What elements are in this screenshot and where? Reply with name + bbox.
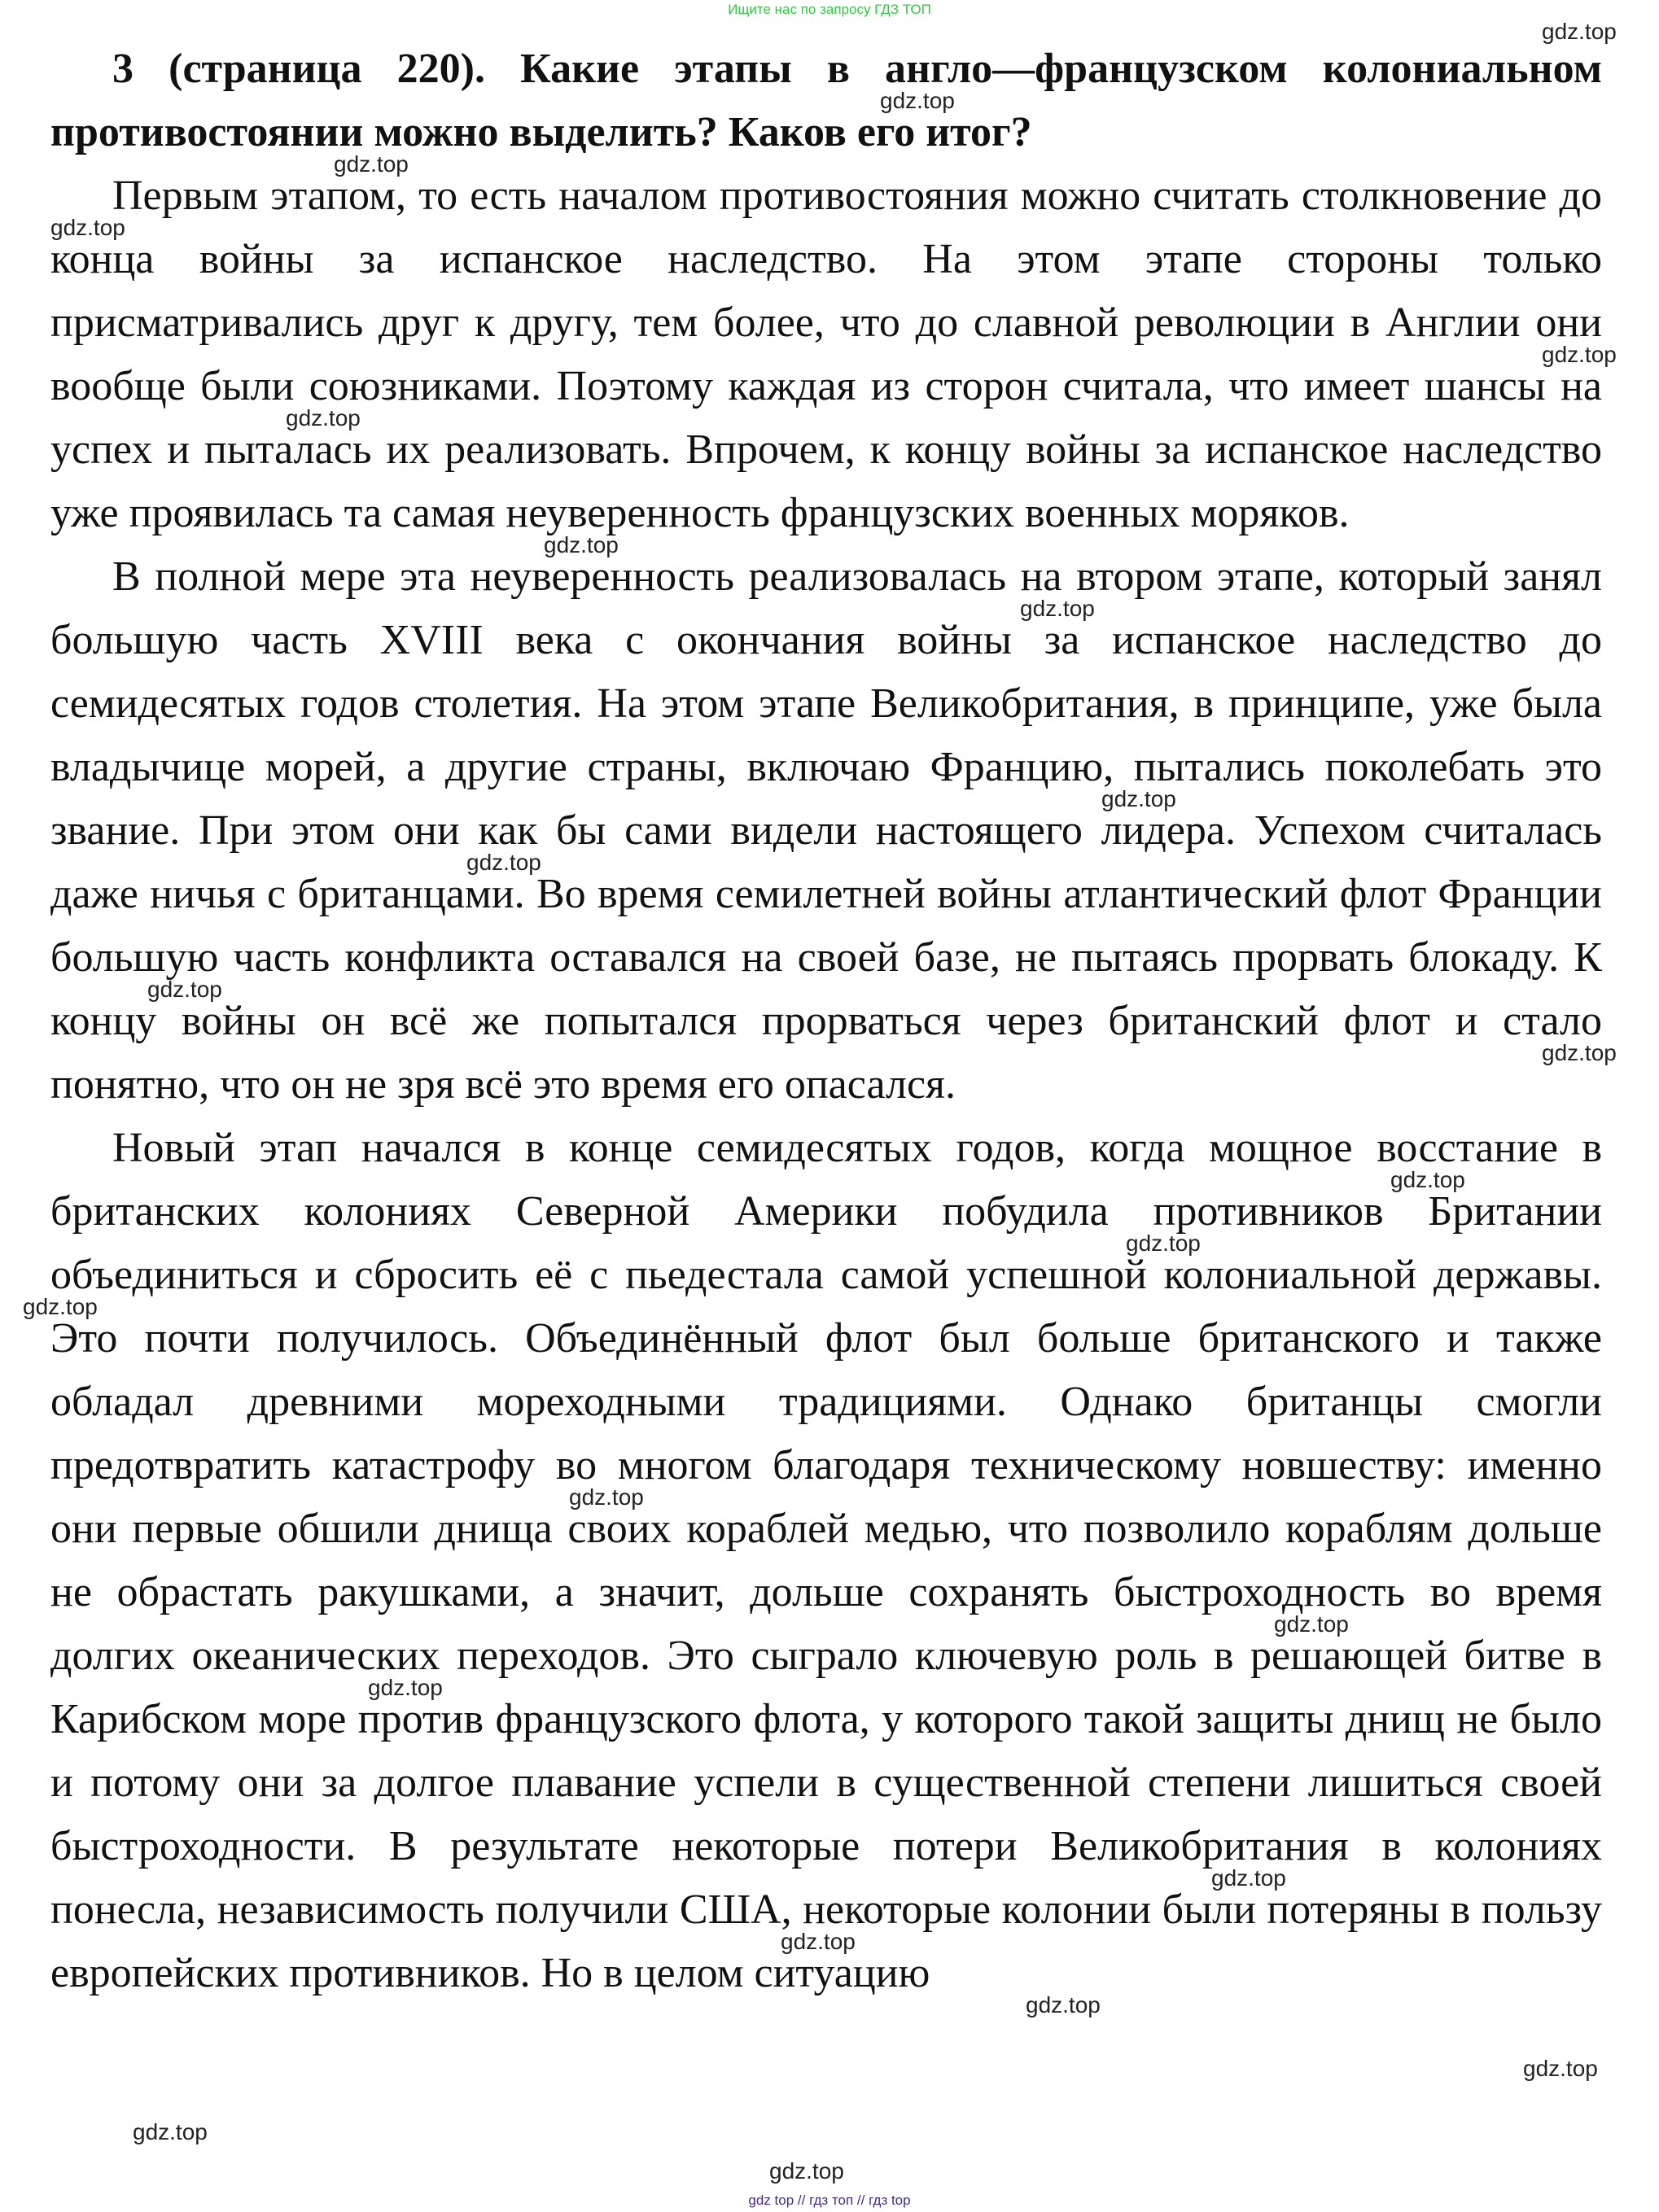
paragraph-stage-2: В полной мере эта неуверенность реализовалась на втором этапе, который занял большую часть XVIII века с окончания войны за испанское наследство до семидесятых годов столетия. На этом этапе Великобритания, в принципе, уже была владычице морей, а другие страны, включаю Францию, пытались поколебать это звание. При этом они как бы сами видели настоящего лидера. Успехом считалась даже ничья с британцами. Во время семилетней войны атлантический флот Франции большую часть конфликта оставался на своей базе, не пытаясь прорвать блокаду. К концу войны он всё же попытался прорваться через британский флот и стало понятно, что он не зря всё это время его опасался. (50, 553, 1602, 1108)
watermark: gdz.top (1211, 1865, 1286, 1891)
watermark: gdz.top (23, 1294, 98, 1319)
watermark: gdz.top (1542, 19, 1617, 44)
watermark: gdz.top (569, 1484, 644, 1510)
answer-content (50, 37, 1602, 2005)
watermark: gdz.top (368, 1675, 443, 1700)
watermark: gdz.top (1542, 1040, 1617, 1065)
watermark: gdz.top (781, 1929, 856, 1954)
watermark: gdz.top (1390, 1167, 1465, 1192)
watermark: gdz.top (1542, 342, 1617, 367)
footer-links[interactable]: gdz top // гдз топ // гдз top (748, 2192, 911, 2208)
question-heading: 3 (страница 220). Какие этапы в англо—французском колониальном противостоянии можно выделить? Каков его итог? (50, 46, 1602, 155)
watermark: gdz.top (1523, 2056, 1598, 2081)
watermark: gdz.top (1101, 786, 1176, 811)
search-banner[interactable]: Ищите нас по запросу ГДЗ ТОП (728, 2, 931, 17)
watermark: gdz.top (334, 151, 409, 177)
watermark: gdz.top (133, 2119, 208, 2144)
paragraph-stage-1: Первым этапом, то есть началом противостояния можно считать столкновение до конца войны за испанское наследство. На этом этапе стороны только присматривались друг к другу, тем более, что до славной революции в Англии они вообще были союзниками. Поэтому каждая из сторон считала, что имеет шансы на успех и пыталась их реализовать. Впрочем, к концу войны за испанское наследство уже проявилась та самая неуверенность французских военных моряков. (50, 173, 1602, 536)
watermark: gdz.top (1274, 1611, 1349, 1637)
watermark: gdz.top (1020, 596, 1095, 621)
watermark: gdz.top (147, 977, 222, 1002)
watermark: gdz.top (880, 88, 955, 113)
watermark: gdz.top (286, 405, 361, 431)
watermark: gdz.top (1026, 1992, 1101, 2017)
watermark: gdz.top (1126, 1231, 1201, 1256)
paragraph-stage-3: Новый этап начался в конце семидесятых годов, когда мощное восстание в британских колониях Северной Америки побудила противников Британии объединиться и сбросить её с пьедестала самой успешной колониальной державы. Это почти получилось. Объединённый флот был больше британского и также обладал древними мореходными традициями. Однако британцы смогли предотвратить катастрофу во многом благодаря техническому новшеству: именно они первые обшили днища своих кораблей медью, что позволило кораблям дольше не обрастать ракушками, а значит, дольше сохранять быстроходность во время долгих океанических переходов. Это сыграло ключевую роль в решающей битве в Карибском море против французского флота, у которого такой защиты днищ не было и потому они за долгое плавание успели в существенной степени лишиться своей быстроходности. В результате некоторые потери Великобритания в колониях понесла, независимость получили США, некоторые колонии были потеряны в пользу европейских противников. Но в целом ситуацию (50, 1125, 1602, 1996)
watermark: gdz.top (466, 850, 541, 875)
watermark: gdz.top (769, 2158, 844, 2184)
watermark: gdz.top (50, 215, 125, 240)
watermark: gdz.top (544, 532, 619, 557)
